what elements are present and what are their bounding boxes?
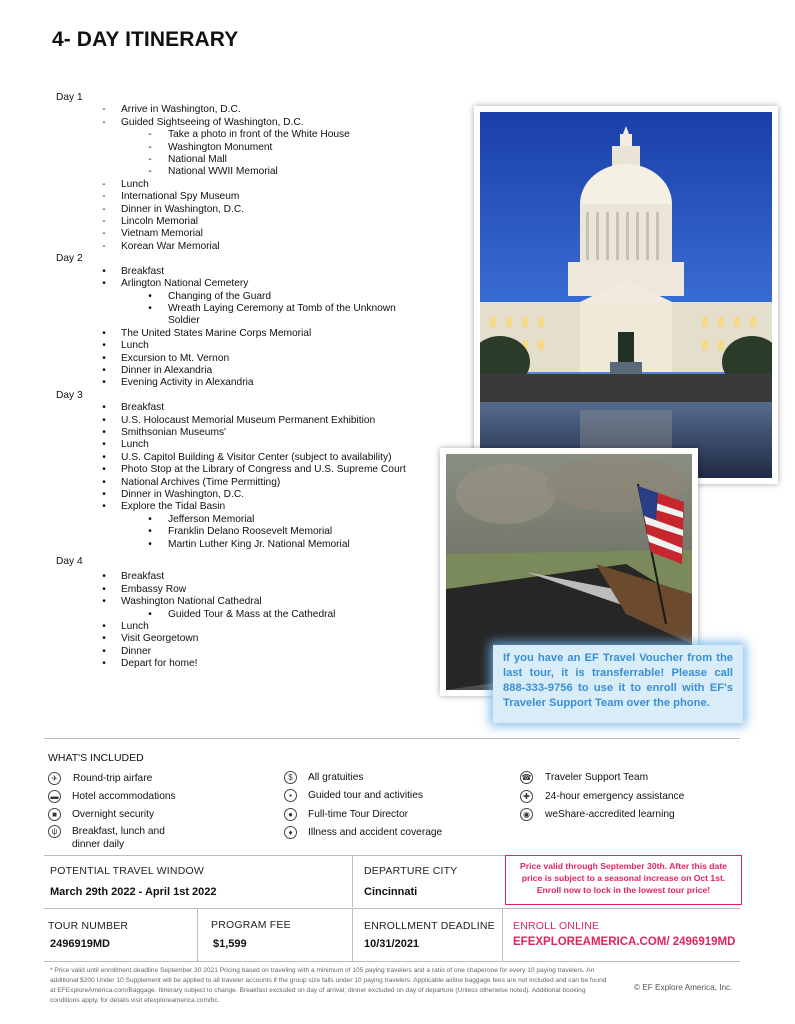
list-item: - Vietnam Memorial (102, 228, 203, 240)
copyright: © EF Explore America, Inc. (634, 983, 733, 992)
enroll-online-link[interactable]: EFEXPLOREAMERICA.COM/ 2496919MD (513, 936, 736, 948)
list-item: • Visit Georgetown (102, 633, 199, 645)
list-item: • Dinner (102, 645, 152, 657)
list-item: - Take a photo in front of the White House (148, 129, 350, 141)
included-item: ● Full-time Tour Director (284, 809, 484, 822)
program-fee-value: $1,599 (213, 938, 247, 950)
included-item: ✈ Round-trip airfare (48, 773, 248, 786)
dollar-icon: $ (284, 771, 297, 784)
itinerary-list (56, 92, 436, 671)
list-item: - Lincoln Memorial (102, 216, 199, 228)
divider (352, 855, 353, 907)
list-item: • Depart for home! (102, 658, 198, 670)
list-item: • The United States Marine Corps Memorial (102, 327, 312, 339)
plane-icon: ✈ (48, 772, 61, 785)
list-item: • U.S. Capitol Building & Visitor Center (subject to availability) (102, 451, 392, 463)
list-item: - Lunch (102, 178, 149, 190)
list-item: • U.S. Holocaust Memorial Museum Permanent Exhibition (102, 414, 376, 426)
list-item: - Guided Sightseeing of Washington, D.C. (102, 116, 304, 128)
list-item: • Explore the Tidal Basin (102, 501, 226, 513)
list-item: - Dinner in Washington, D.C. (102, 203, 245, 215)
lock-icon: ■ (48, 808, 61, 821)
list-item: • Lunch (102, 621, 149, 633)
included-title: WHAT'S INCLUDED (48, 752, 144, 764)
day-label: Day 1 (56, 92, 83, 103)
list-item: • Dinner in Alexandria (102, 364, 213, 376)
list-item: • Breakfast (102, 402, 165, 414)
list-item: - International Spy Museum (102, 191, 240, 203)
travel-window-value: March 29th 2022 - April 1st 2022 (50, 886, 217, 898)
page-title: 4- DAY ITINERARY (52, 28, 239, 51)
included-item: ✚ 24-hour emergency assistance (520, 791, 730, 804)
included-item: ♦ Illness and accident coverage (284, 827, 484, 840)
day-label: Day 4 (56, 556, 83, 568)
badge-icon: ◉ (520, 808, 533, 821)
included-item: ◉ weShare-accredited learning (520, 809, 730, 822)
included-item: ▬ Hotel accommodations (48, 791, 248, 804)
list-item: • National Archives (Time Permitting) (102, 476, 281, 488)
list-item: • Lunch (102, 340, 149, 352)
list-item: - Korean War Memorial (102, 240, 220, 252)
person-icon: ● (284, 808, 297, 821)
list-item: • Breakfast (102, 571, 165, 583)
list-item: • Guided Tour & Mass at the Cathedral (148, 608, 336, 620)
bed-icon: ▬ (48, 790, 61, 803)
list-item: • Dinner in Washington, D.C. (102, 489, 245, 500)
list-item: Soldier (168, 315, 200, 327)
shield-icon: ♦ (284, 826, 297, 839)
tour-number-value: 2496919MD (50, 938, 110, 950)
divider (44, 961, 740, 962)
list-item: • Washington National Cathedral (102, 596, 262, 608)
price-note: Price valid through September 30th. After this date price is subject to a seasonal increase on Oct 1st. Enroll now to lock in the lowest tour price! (505, 855, 742, 905)
list-item: • Martin Luther King Jr. National Memorial (148, 538, 350, 550)
bus-icon: ▪ (284, 789, 297, 802)
list-item: • Embassy Row (102, 583, 187, 595)
divider (44, 738, 740, 739)
list-item: • Breakfast (102, 265, 165, 277)
departure-city-value: Cincinnati (364, 886, 418, 898)
list-item: • Franklin Delano Roosevelt Memorial (148, 526, 333, 538)
departure-city-label: DEPARTURE CITY (364, 865, 458, 877)
list-item: • Photo Stop at the Library of Congress and U.S. Supreme Court (102, 464, 406, 476)
included-item: ■ Overnight security (48, 809, 248, 822)
divider (502, 908, 503, 961)
included-item: ☎ Traveler Support Team (521, 772, 649, 783)
travel-window-label: POTENTIAL TRAVEL WINDOW (50, 865, 204, 877)
list-item: - Arrive in Washington, D.C. (102, 104, 241, 116)
fine-print: * Price valid until enrollment deadline September 30 2021 Pricing based on traveling with a minimum of 105 paying travelers and a ratio of one chaperone for every 10 paying travelers. An additional $200 Under 10 Supplement will be applied to all traveler accounts if the group size falls under 10 paying travelers. Applicable airline baggage fees are not included and can be found at EFExploreAmerica.com/Baggage. Itinerary subject to change. Breakfast excluded on day of arrival; dinner excluded on day of departure (Unless otherwise noted). Additional booking conditions apply, for details visit efexploreamerica.com/bc. (50, 967, 607, 1004)
divider (197, 908, 198, 961)
enroll-online-label: ENROLL ONLINE (513, 920, 600, 932)
capitol-photo (474, 106, 778, 484)
list-item: • Jefferson Memorial (148, 513, 255, 525)
list-item: • Evening Activity in Alexandria (102, 377, 254, 389)
enrollment-deadline-label: ENROLLMENT DEADLINE (364, 920, 495, 932)
program-fee-label: PROGRAM FEE (211, 919, 291, 931)
list-item: • Smithsonian Museums' (102, 426, 226, 438)
list-item: - National Mall (148, 154, 227, 166)
phone-icon: ☎ (521, 773, 532, 782)
included-item: ψ Breakfast, lunch and dinner daily (48, 826, 248, 851)
tour-number-label: TOUR NUMBER (48, 920, 129, 932)
list-item: - National WWII Memorial (148, 166, 278, 178)
list-item: • Excursion to Mt. Vernon (102, 352, 230, 364)
enrollment-deadline-value: 10/31/2021 (364, 938, 420, 950)
included-item: $ All gratuities (284, 772, 484, 785)
included-item: ▪ Guided tour and activities (284, 790, 484, 803)
day-label: Day 2 (56, 253, 83, 265)
list-item: • Lunch (102, 439, 149, 451)
divider (44, 908, 740, 909)
list-item: - Washington Monument (148, 141, 273, 153)
divider (352, 908, 353, 961)
day-label: Day 3 (56, 389, 83, 401)
lifebuoy-icon: ✚ (520, 790, 533, 803)
meal-icon: ψ (48, 825, 61, 838)
list-item: • Changing of the Guard (148, 290, 272, 302)
list-item: • Wreath Laying Ceremony at Tomb of the Unknown (148, 302, 396, 314)
list-item: • Arlington National Cemetery (102, 278, 249, 290)
voucher-callout: If you have an EF Travel Voucher from the last tour, it is transferrable! Please call 888-333-9756 to use it to enroll with EF's Traveler Support Team over the phone. (493, 645, 743, 723)
